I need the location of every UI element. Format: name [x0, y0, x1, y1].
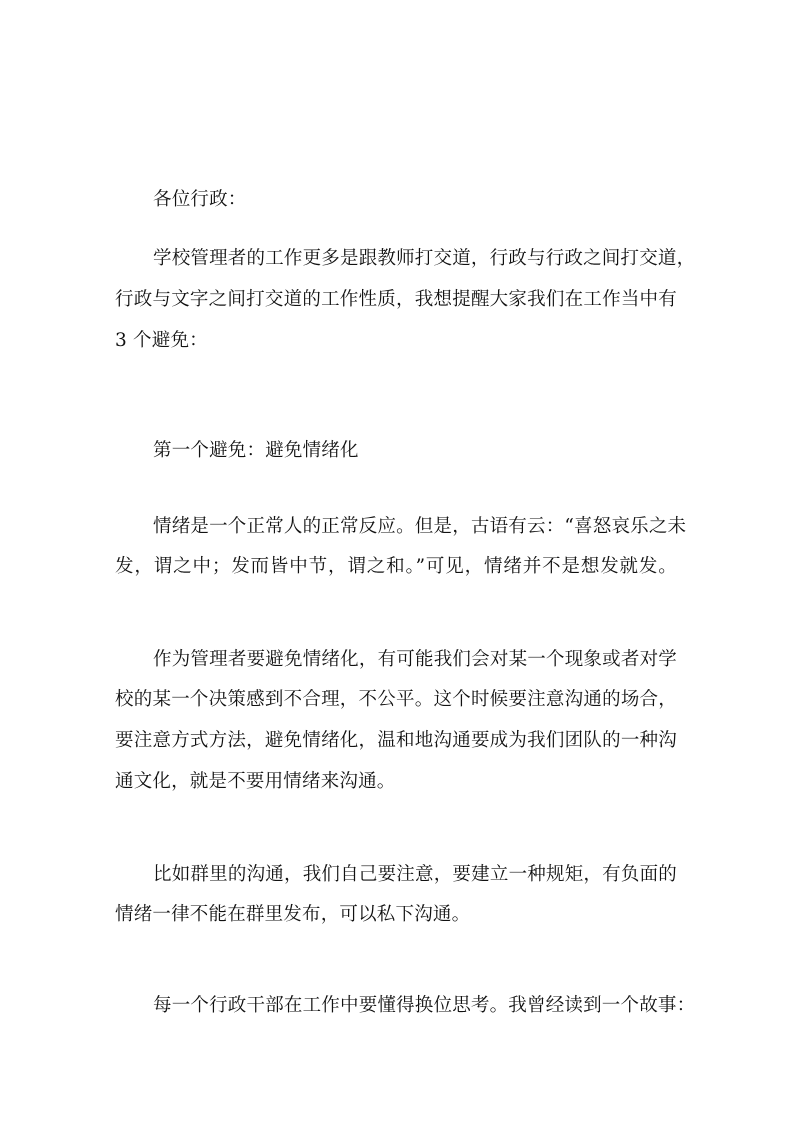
paragraph-emotion-line-1: 情绪是一个正常人的正常反应。但是，古语有云：“喜怒哀乐之未 — [153, 516, 687, 537]
section-heading-avoid-emotion: 第一个避免：避免情绪化 — [153, 440, 359, 461]
paragraph-empathy-line-1: 每一个行政干部在工作中要懂得换位思考。我曾经读到一个故事： — [153, 995, 696, 1016]
paragraph-intro-line-3: 3 个避免： — [115, 330, 208, 351]
paragraph-intro-line-2: 行政与文字之间打交道的工作性质，我想提醒大家我们在工作当中有 — [115, 289, 677, 310]
salutation: 各位行政： — [153, 189, 247, 210]
paragraph-manager-line-3: 要注意方式方法，避免情绪化，温和地沟通要成为我们团队的一种沟 — [115, 730, 677, 751]
paragraph-group-chat-line-2: 情绪一律不能在群里发布，可以私下沟通。 — [115, 904, 471, 925]
paragraph-manager-line-2: 校的某一个决策感到不合理，不公平。这个时候要注意沟通的场合， — [115, 689, 677, 710]
paragraph-intro-line-1: 学校管理者的工作更多是跟教师打交道，行政与行政之间打交道， — [153, 248, 696, 269]
paragraph-manager-line-4: 通文化，就是不要用情绪来沟通。 — [115, 771, 396, 792]
paragraph-manager-line-1: 作为管理者要避免情绪化，有可能我们会对某一个现象或者对学 — [153, 649, 677, 670]
paragraph-group-chat-line-1: 比如群里的沟通，我们自己要注意，要建立一种规矩，有负面的 — [153, 864, 677, 885]
paragraph-emotion-line-2: 发，谓之中；发而皆中节，谓之和。”可见，情绪并不是想发就发。 — [115, 556, 677, 577]
